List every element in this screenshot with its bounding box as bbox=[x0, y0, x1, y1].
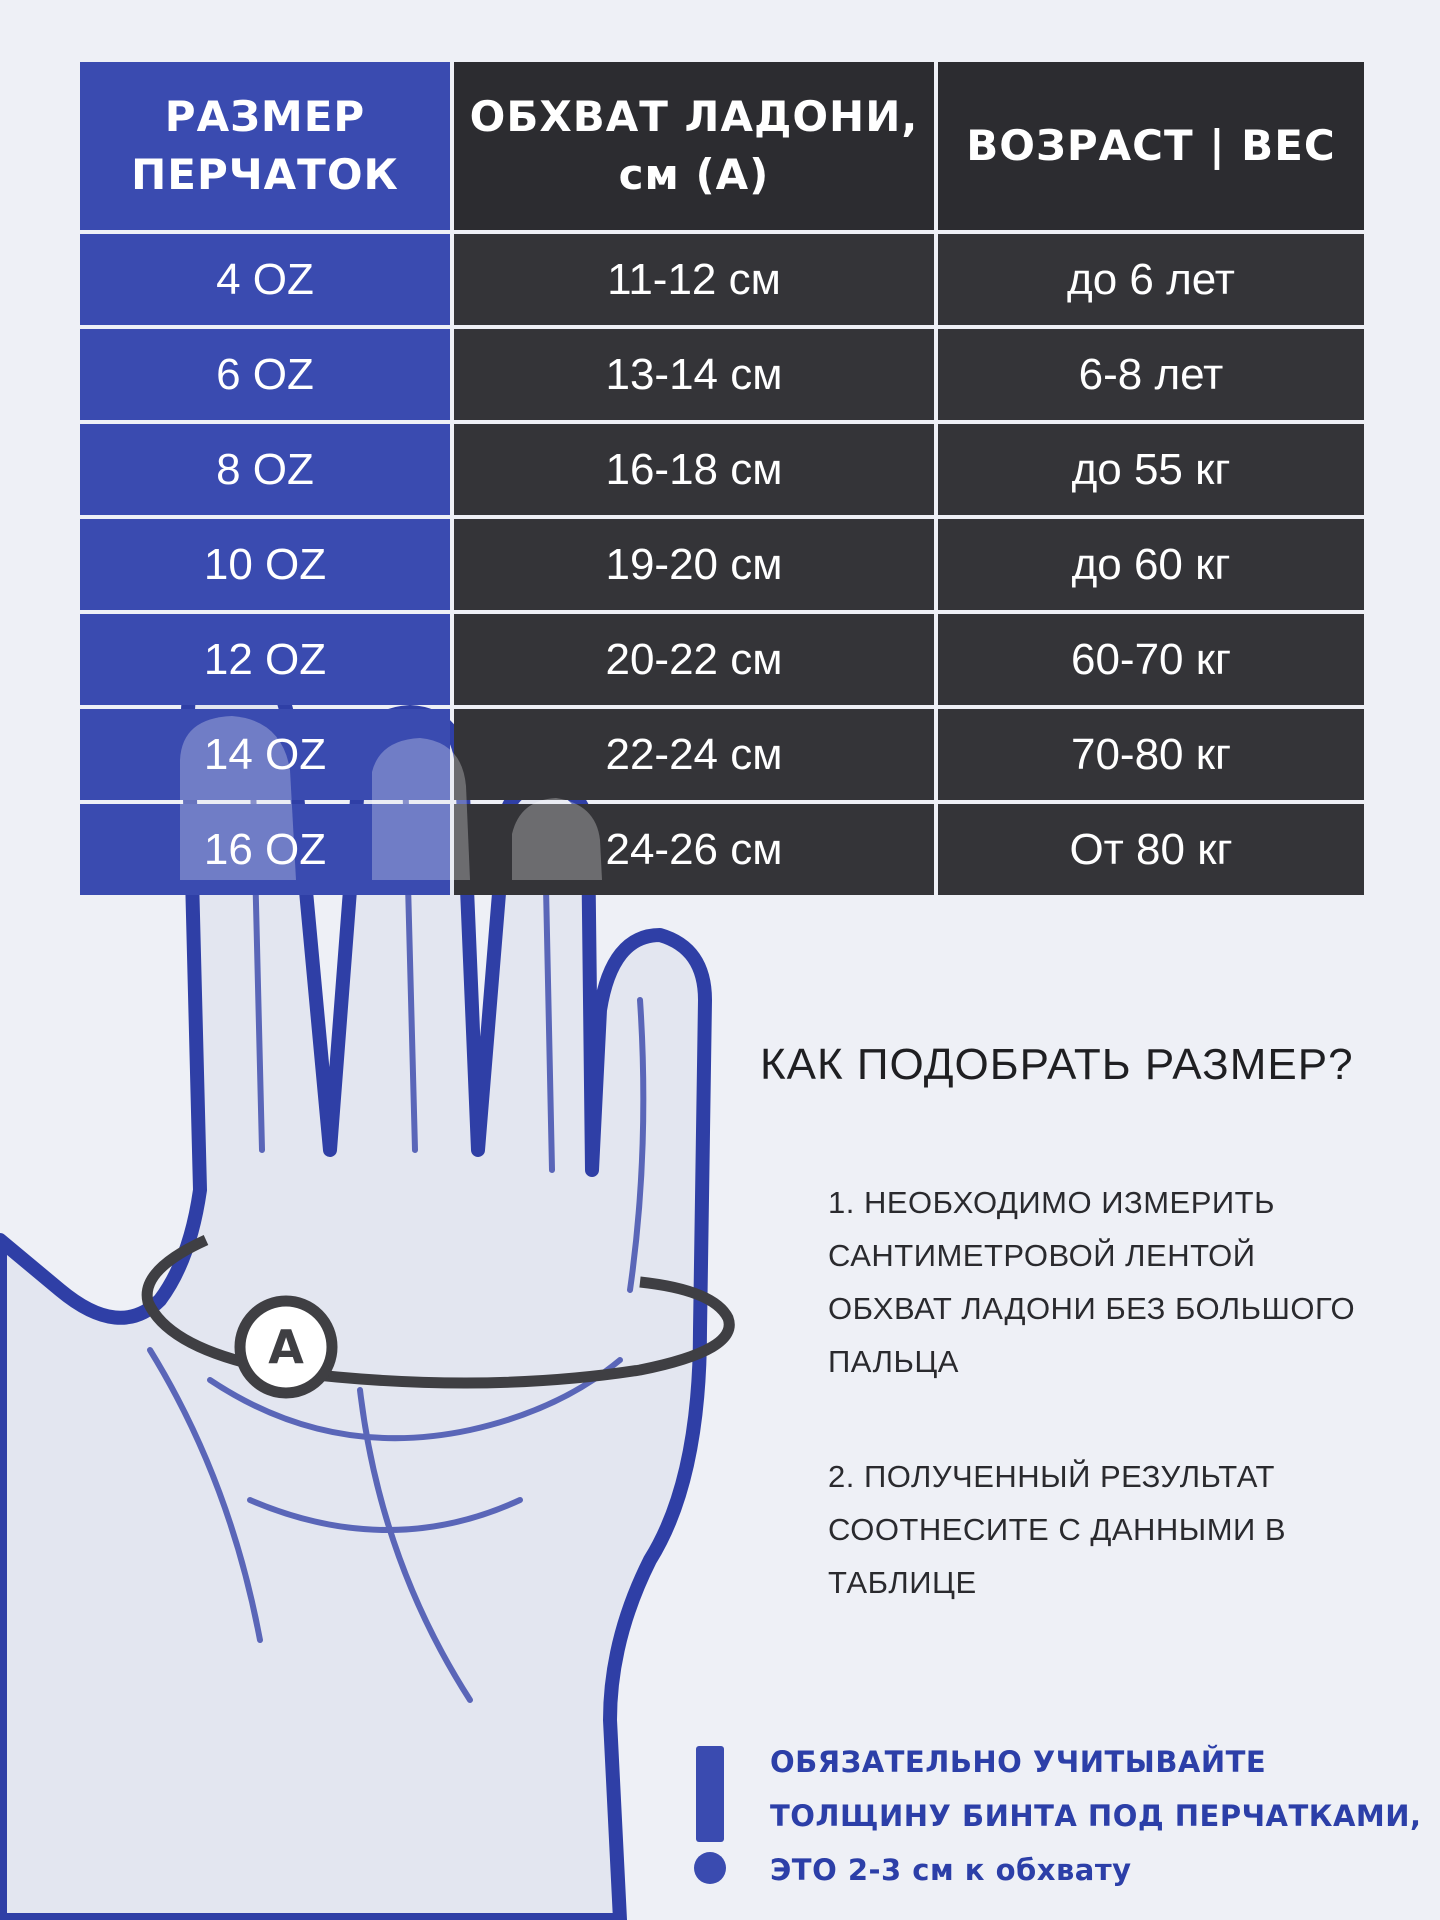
age-weight-cell: до 6 лет bbox=[938, 234, 1364, 325]
glove-size-cell: 14 OZ bbox=[80, 709, 450, 800]
age-weight-cell: до 55 кг bbox=[938, 424, 1364, 515]
circumference-marker: A bbox=[268, 1320, 304, 1374]
instruction-step-1: 1. НЕОБХОДИМО ИЗМЕРИТЬ САНТИМЕТРОВОЙ ЛЕНТОЙ ОБХВАТ ЛАДОНИ БЕЗ БОЛЬШОГО ПАЛЬЦА bbox=[828, 1185, 1356, 1379]
palm-girth-cell: 24-26 см bbox=[454, 804, 934, 895]
age-weight-cell: до 60 кг bbox=[938, 519, 1364, 610]
header-age-weight: ВОЗРАСТ | ВЕС bbox=[938, 62, 1364, 230]
table-header-row bbox=[80, 62, 1364, 230]
age-weight-cell: 70-80 кг bbox=[938, 709, 1364, 800]
glove-size-cell: 10 OZ bbox=[80, 519, 450, 610]
instruction-step-2: 2. ПОЛУЧЕННЫЙ РЕЗУЛЬТАТ СООТНЕСИТЕ С ДАННЫМИ В ТАБЛИЦЕ bbox=[828, 1459, 1287, 1600]
age-weight-cell: 60-70 кг bbox=[938, 614, 1364, 705]
table-row bbox=[80, 519, 1364, 610]
age-weight-cell: От 80 кг bbox=[938, 804, 1364, 895]
palm-girth-cell: 19-20 см bbox=[454, 519, 934, 610]
table-row bbox=[80, 424, 1364, 515]
glove-size-cell: 12 OZ bbox=[80, 614, 450, 705]
palm-girth-cell: 11-12 см bbox=[454, 234, 934, 325]
palm-girth-cell: 22-24 см bbox=[454, 709, 934, 800]
table-row bbox=[80, 329, 1364, 420]
instructions-title: КАК ПОДОБРАТЬ РАЗМЕР? bbox=[760, 1040, 1354, 1089]
header-glove-size: РАЗМЕР ПЕРЧАТОК bbox=[80, 62, 450, 230]
exclamation-icon bbox=[688, 1746, 732, 1886]
size-table bbox=[76, 58, 1368, 899]
warning-text: ОБЯЗАТЕЛЬНО УЧИТЫВАЙТЕ ТОЛЩИНУ БИНТА ПОД ПЕРЧАТКАМИ, ЭТО 2-3 см к обхвату bbox=[770, 1745, 1422, 1887]
table-row bbox=[80, 614, 1364, 705]
table-row bbox=[80, 804, 1364, 895]
glove-size-cell: 4 OZ bbox=[80, 234, 450, 325]
table-row bbox=[80, 709, 1364, 800]
age-weight-cell: 6-8 лет bbox=[938, 329, 1364, 420]
header-palm-girth: ОБХВАТ ЛАДОНИ, см (А) bbox=[454, 62, 934, 230]
glove-size-cell: 6 OZ bbox=[80, 329, 450, 420]
glove-size-cell: 8 OZ bbox=[80, 424, 450, 515]
palm-girth-cell: 16-18 см bbox=[454, 424, 934, 515]
table-row bbox=[80, 234, 1364, 325]
glove-size-cell: 16 OZ bbox=[80, 804, 450, 895]
palm-girth-cell: 20-22 см bbox=[454, 614, 934, 705]
palm-girth-cell: 13-14 см bbox=[454, 329, 934, 420]
